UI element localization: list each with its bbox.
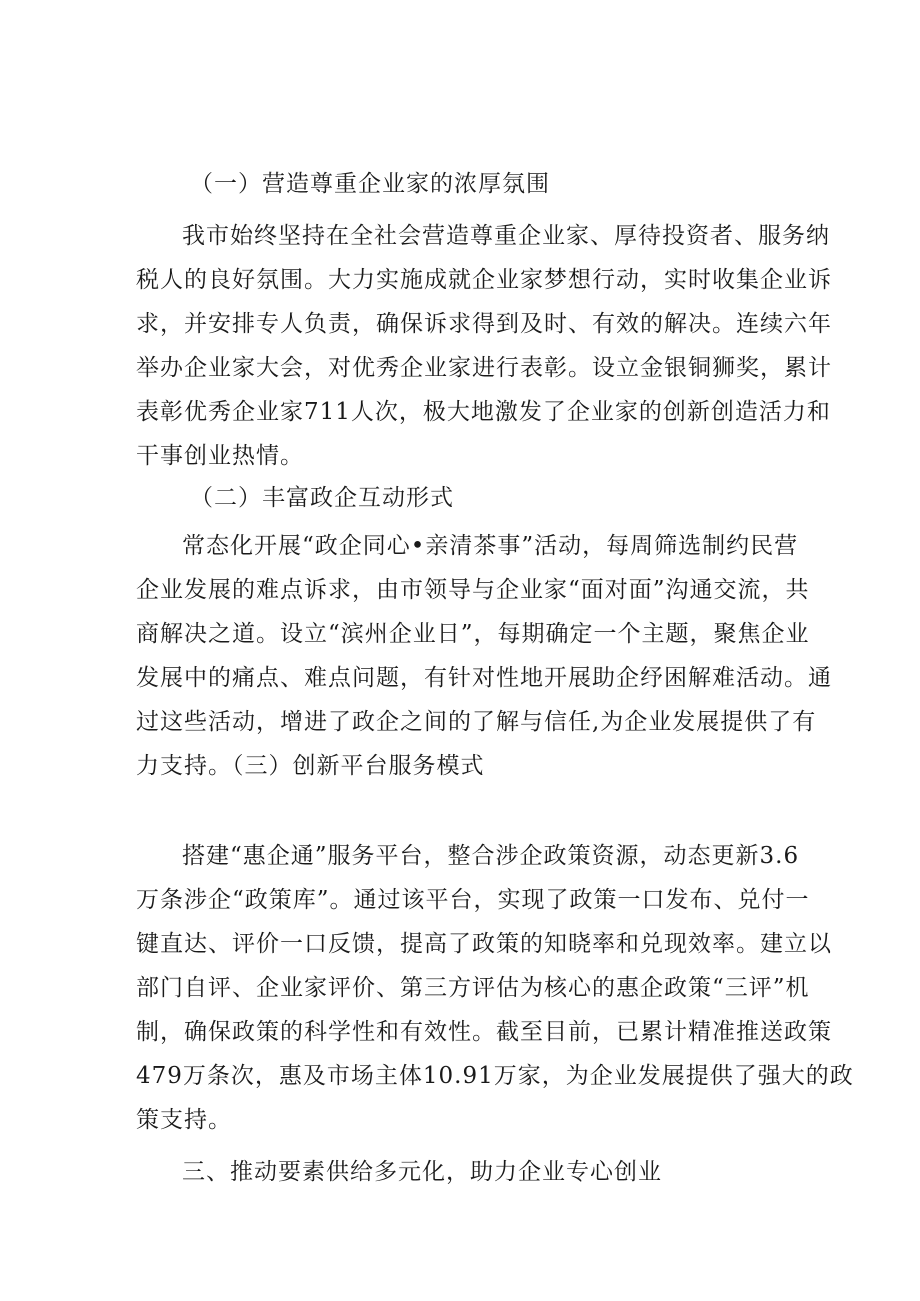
heading-text: （二）丰富政企互动形式: [190, 485, 454, 511]
paragraph-line: 键直达、评价一口反馈，提高了政策的知晓率和兑现效率。建立以: [136, 931, 832, 957]
paragraph-line: 搭建“惠企通”服务平台，整合涉企政策资源，动态更新3.6: [182, 843, 800, 869]
paragraph-line: 479万条次，惠及市场主体10.91万家，为企业发展提供了强大的政: [136, 1063, 854, 1089]
paragraph-last-line: [136, 744, 786, 788]
paragraph-line: 万条涉企“政策库”。通过该平台，实现了政策一口发布、兑付一: [136, 887, 810, 913]
paragraph-line: 表彰优秀企业家711人次，极大地激发了企业家的创新创造活力和: [136, 399, 831, 425]
paragraph-2: [136, 524, 832, 788]
paragraph-line: 企业发展的难点诉求，由市领导与企业家“面对面”沟通交流，共: [136, 577, 810, 603]
paragraph-line: 常态化开展“政企同心•亲清茶事”活动，每周筛选制约民营: [182, 533, 799, 559]
paragraph-line: 税人的良好氛围。大力实施成就企业家梦想行动，实时收集企业诉: [136, 267, 832, 293]
paragraph-line: 我市始终坚持在全社会营造尊重企业家、厚待投资者、服务纳: [182, 223, 830, 249]
paragraph-line: 策支持。: [136, 1107, 232, 1133]
section-heading-2: [136, 476, 786, 520]
section-heading-3: （三）创新平台服务模式: [232, 753, 485, 779]
paragraph-line: 制，确保政策的科学性和有效性。截至目前，已累计精准推送政策: [136, 1019, 832, 1045]
section-heading-4: [136, 1150, 786, 1194]
paragraph-line: 发展中的痛点、难点问题，有针对性地开展助企纾困解难活动。通: [136, 665, 832, 691]
paragraph-line: 举办企业家大会，对优秀企业家进行表彰。设立金银铜狮奖，累计: [136, 355, 832, 381]
paragraph-line: 过这些活动，增进了政企之间的了解与信任,为企业发展提供了有: [136, 709, 817, 735]
paragraph-line-text: 力支持。: [136, 753, 232, 779]
paragraph-line: 干事创业热情。: [136, 443, 304, 469]
paragraph-line: 部门自评、企业家评价、第三方评估为核心的惠企政策“三评”机: [136, 975, 810, 1001]
paragraph-line: 求，并安排专人负责，确保诉求得到及时、有效的解决。连续六年: [136, 311, 832, 337]
paragraph-1: [136, 214, 832, 478]
section-heading-1: [136, 162, 786, 206]
heading-text: 三、推动要素供给多元化，助力企业专心创业: [182, 1159, 662, 1185]
heading-text: （一）营造尊重企业家的浓厚氛围: [190, 171, 550, 197]
paragraph-line: 商解决之道。设立“滨州企业日”，每期确定一个主题，聚焦企业: [136, 621, 810, 647]
paragraph-3: [136, 834, 854, 1142]
